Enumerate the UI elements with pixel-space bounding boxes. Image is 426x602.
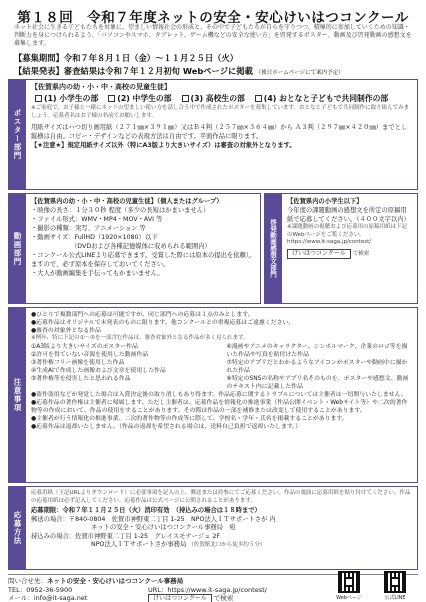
recruit-period xyxy=(14,52,414,64)
essay-section xyxy=(264,193,418,304)
contact-label: 問い合せ先： xyxy=(8,577,47,585)
notes-line: ●審査の対象外となる作品 xyxy=(31,328,101,334)
video-item: ・ファイル形式：WMV・MP4・MOV・AVI 等 xyxy=(31,216,163,223)
excluded-item: ④生成AIで作成した画像および文章を使用した作品 xyxy=(31,367,166,374)
notes-tail: ●盗作盗用などが発覚した場合は入賞決定後の取り消しもあり得ます。作品応募に関するトラブルについては主催者は一切関与いたしません。 xyxy=(31,391,407,398)
footer-search-button[interactable]: けいはつコンクール xyxy=(148,594,212,602)
notes-tail: ●応募作品は返却いたしません。（作品の返却を希望される場合は、送料自己負担で返却いたします。） xyxy=(31,423,302,430)
poster-warning: 【★注意★】規定用紙サイズ以外（特にA3版より大きいサイズ）は審査の対象外となります。 xyxy=(31,142,296,149)
footer xyxy=(8,574,418,600)
essay-item: 今年度の課題動画の感想文を所定の原稿用紙で応募してください。（４００文字以内） xyxy=(287,207,410,223)
results-label: 【結果発表】 xyxy=(14,66,64,76)
url-link[interactable]: https://www.it-saga.jp/contest/ xyxy=(167,586,267,594)
video-item: ・映像の長さ：１分３０秒 程度（多少の長短はかまいません） xyxy=(31,207,210,214)
line-qr-icon[interactable] xyxy=(384,571,406,593)
excluded-item: ⑤著作権等を侵害したと思われる作品 xyxy=(31,375,131,382)
checkbox-icon xyxy=(255,95,262,102)
notes-tail: ●応募作品の著作権は主催者に帰属します。ただし主催者は、応募作品を情報化の推進事業（作品公開イベント・Webサイト等）や二次的著作物等の作成において、作品の使用をすることがあります。その際は作品の一部を補修または改変して使用することがあります。 xyxy=(31,399,408,414)
excluded-item: ②許可を得ていない音源を使用した動画作品 xyxy=(31,351,149,358)
excluded-works-list xyxy=(31,343,412,391)
results-note: （後日ホームページにて案内予定） xyxy=(255,70,344,76)
page-title: 第１８回 令和７年度ネットの安全・安心けいはつコンクール xyxy=(17,10,409,26)
recruit-label: 【募集期間】 xyxy=(14,53,64,63)
checkbox-icon xyxy=(35,95,42,102)
video-item: ・大人が動画編集を手伝ってもかまいません。 xyxy=(31,270,164,277)
video-sidebar xyxy=(9,194,26,303)
poster-paper-size: 用紙サイズはハつ切り画用紙（２７１㎜×３９１㎜）又はＢ４判（２５７㎜×３６４㎜）から Ａ３判（２９７㎜×４２０㎜）までとし縦横は自由。コピー・デザインなどの表現方法は自由です。平面作品に限ります。 xyxy=(31,124,408,140)
apply-deadline: 応募期限：令和７年１１月２５日（火）消印有効 （持込みの場合は１８時まで） xyxy=(31,507,261,514)
video-target: 【佐賀県内の幼・小・中・高校の児童生徒】（個人またはグループ） xyxy=(31,198,223,205)
search-label: で検索 xyxy=(213,594,234,602)
carry-note: （佐賀駅北口から徒歩約５分） xyxy=(188,542,266,548)
essay-target: 【佐賀県内の小学生以下】 xyxy=(287,198,363,205)
carry-address: 佐賀市神野東二丁目 1-25 グレイスモナージュ 2F xyxy=(75,532,221,540)
poster-target: 【佐賀県内の幼・小・中・高校の児童生徒】 xyxy=(31,83,171,91)
excluded-item: ①A3版より大きいサイズのポスター作品 xyxy=(31,343,138,350)
poster-categories xyxy=(35,94,412,103)
poster-category-2: (2) 中学生の部 xyxy=(108,94,171,103)
notes-sidebar xyxy=(9,308,26,482)
email-address[interactable]: info@it-saga.net xyxy=(33,594,88,602)
tel-number[interactable]: 0952-36-5900 xyxy=(26,586,73,594)
apply-section xyxy=(8,486,418,570)
poster-sidebar xyxy=(9,80,26,189)
recruit-text: 令和７年８月１日（金）～１１月２５日（火） xyxy=(63,53,239,63)
video-item: ・コンクール公式LINEより応募できます。受賞した際には原本の提出を依頼しますので、必ず原本を保存しておいてください。 xyxy=(31,252,253,268)
email-label: メール： xyxy=(8,594,34,602)
search-label: で検索 xyxy=(352,250,370,257)
notes-section xyxy=(8,307,418,483)
tel-label: TEL： xyxy=(8,586,27,594)
notes-side-label: 注意事項 xyxy=(13,378,22,412)
carry-label: 持込みの場合： xyxy=(31,532,76,540)
video-side-label: 動画部門 xyxy=(13,231,22,266)
essay-sidebar xyxy=(265,194,282,303)
webpage-qr-icon[interactable] xyxy=(338,571,360,593)
notes-line: ●ひとりで複数部門への応募は可能ですが、同じ部門への応募は１点のみとします。 xyxy=(31,312,254,318)
poster-category-1: (1) 小学生の部 xyxy=(35,94,98,103)
excluded-item: ⑧特定のSNSの名称やアプリ名そのものを、ポスターや感想文、動画のテキスト内に記載した作品 xyxy=(226,375,409,390)
video-section xyxy=(8,193,261,304)
intro-text: ネット社会に生きる子どもたちを対象に、望ましい情報社会の形成と、その中で子どもたちが自らを守りつつ、積極的に参加していくための知識・判断力を身につけられるよう、「パソコンやスマホ、タブレット、ゲーム機などの安全な使い方」を啓発するポスター、動画及び啓発動画の感想文を募集します。 xyxy=(14,24,412,47)
checkbox-icon xyxy=(108,95,115,102)
results-text: 審査結果は令和７年１２月初旬 Webページに掲載 xyxy=(63,66,253,76)
apply-side-label: 応募方法 xyxy=(13,511,22,545)
contact-name: ネットの安全・安心けいはつコンクール事務局 xyxy=(47,577,184,585)
excluded-item: ③著作権フリー画像を使用した作品 xyxy=(31,359,125,366)
notes-line: ●応募作品はオリジナルで未発表のものに限ります。他コンクールとの重複応募はご遠慮ください。 xyxy=(31,320,295,326)
essay-item: ※課題動画の視聴および応募用の原稿用紙は下記のWebページをご覧ください。 xyxy=(287,224,408,238)
excluded-item: ⑦特定のアプリだとわかるようなアイコンがポスターや動画中に描かれた作品 xyxy=(226,359,408,374)
mail-recipient: ネットの安全・安心けいはつコンクール事務局 宛 xyxy=(91,524,236,531)
mail-address: 〒840-0804 佐賀市神野東二丁目 1-25 NPO法人ＩＴサポートさが 内 xyxy=(68,515,276,523)
checkbox-icon xyxy=(182,95,189,102)
notes-tail: ●主催者が行う情報化の推進事業、二次的著作物等の作成等に際して、学校名・学年・氏名を掲載することがあります。 xyxy=(31,415,348,422)
webpage-qr-label: Webページ xyxy=(336,595,362,601)
poster-category-4: (4) おとなと子どもで共同制作の部 xyxy=(255,94,388,103)
essay-side-label: 啓発動画感想文部門 xyxy=(269,219,277,278)
video-item: ・撮影の種類：実写、アニメーション 等 xyxy=(31,225,146,232)
poster-note: ※ご家庭で、お子様と一緒にネットの望ましい使い方を話し合う中で作成されたポスターを募集しています。おとなと子どもで共同制作に取り組んでみましょう。応募者名はお子様の名前でお願いします。 xyxy=(31,105,410,119)
results-announcement xyxy=(14,65,414,77)
poster-category-3: (3) 高校生の部 xyxy=(182,94,245,103)
video-item: （DVDおよび各種記憶媒体に収められる範囲内） xyxy=(71,243,211,250)
apply-intro: 応募用紙（下記URLよりダウンロード）に必要事項を記入の上、郵送または持参にてご応募ください。作品の裏面に応募用紙を貼り付けてください。作品の応募用紙は必ず記入してください。応募作品は公式ページに公開されることがあります。 xyxy=(31,490,411,504)
excluded-item: ⑥漫画やアニメのキャラクター、シンボルマーク、企業のロゴ等を描いた作品や写真を貼付けた作品 xyxy=(226,343,408,358)
line-qr-label: 公式LINE xyxy=(384,595,406,601)
poster-side-label: ポスター部門 xyxy=(13,109,22,160)
apply-sidebar xyxy=(9,487,26,569)
video-item: ・動画サイズ：FullHD（1920×1080）以下 xyxy=(31,234,158,241)
essay-search-button[interactable]: けいはつコンクール xyxy=(287,249,351,259)
notes-line: ※例年、特に下記の①～⑤を一部含む作品は、審査対象外となる作品が多く見られます。 xyxy=(31,335,249,341)
mail-label: 郵送の場合： xyxy=(31,515,69,523)
url-label: URL： xyxy=(148,586,168,594)
poster-section xyxy=(8,79,418,190)
essay-url[interactable]: https://www.it-saga.jp/contest/ xyxy=(287,239,372,245)
carry-office: NPO法人ＩＴサポートさが事務局 xyxy=(91,541,187,548)
